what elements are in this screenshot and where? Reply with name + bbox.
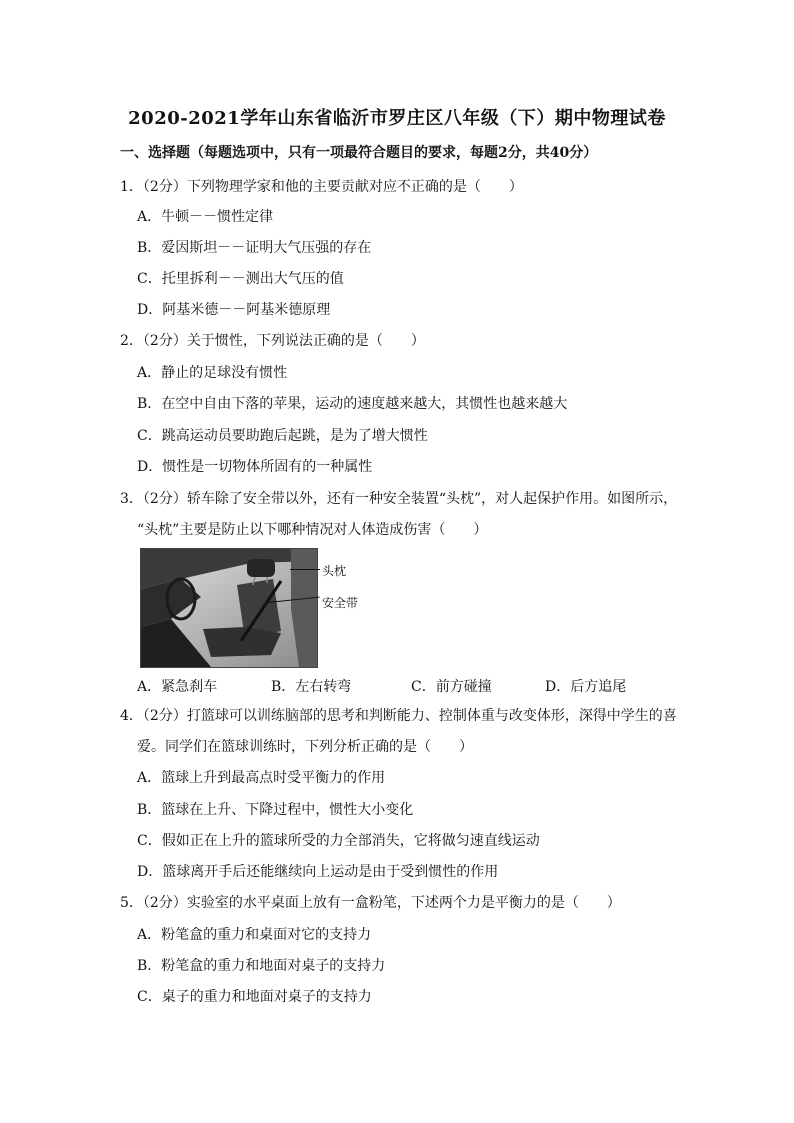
question-3-stem-continued: “头枕”主要是防止以下哪种情况对人体造成伤害（ ） bbox=[137, 522, 488, 538]
headrest-label: 头枕 bbox=[322, 564, 347, 578]
section-heading: 一、选择题（每题选项中，只有一项最符合题目的要求，每题2分，共40分） bbox=[120, 145, 598, 161]
question-1-option-d: D．阿基米德－－阿基米德原理 bbox=[137, 302, 331, 318]
question-3-option-b: B．左右转弯 bbox=[271, 679, 352, 695]
question-4-option-c: C．假如正在上升的篮球所受的力全部消失，它将做匀速直线运动 bbox=[137, 833, 540, 849]
headrest-leader-line bbox=[290, 569, 320, 570]
question-3-option-d: D．后方追尾 bbox=[545, 679, 627, 695]
question-1-option-a: A．牛顿－－惯性定律 bbox=[137, 209, 274, 225]
question-4-option-a: A．篮球上升到最高点时受平衡力的作用 bbox=[137, 770, 386, 786]
question-5-option-b: B．粉笔盒的重力和地面对桌子的支持力 bbox=[137, 958, 386, 974]
question-4-stem: 4．（2分）打篮球可以训练脑部的思考和判断能力、控制体重与改变体形，深得中学生的喜 bbox=[120, 708, 677, 724]
page-title: 2020-2021学年山东省临沂市罗庄区八年级（下）期中物理试卷 bbox=[128, 108, 666, 129]
question-1-option-b: B．爱因斯坦－－证明大气压强的存在 bbox=[137, 240, 372, 256]
question-5-option-c: C．桌子的重力和地面对桌子的支持力 bbox=[137, 989, 372, 1005]
question-4-option-d: D．篮球离开手后还能继续向上运动是由于受到惯性的作用 bbox=[137, 864, 499, 880]
question-3-option-c: C．前方碰撞 bbox=[411, 679, 492, 695]
question-5-option-a: A．粉笔盒的重力和桌面对它的支持力 bbox=[137, 927, 372, 943]
question-4-option-b: B．篮球在上升、下降过程中，惯性大小变化 bbox=[137, 802, 414, 818]
question-2-stem: 2．（2分）关于惯性，下列说法正确的是（ ） bbox=[120, 333, 425, 349]
question-2-option-a: A．静止的足球没有惯性 bbox=[137, 365, 288, 381]
seatbelt-label: 安全带 bbox=[322, 596, 359, 610]
car-seat-photo bbox=[140, 548, 318, 668]
question-4-stem-continued: 爱。同学们在篮球训练时，下列分析正确的是（ ） bbox=[137, 739, 473, 755]
question-3-options bbox=[137, 676, 657, 694]
question-2-option-d: D．惯性是一切物体所固有的一种属性 bbox=[137, 459, 373, 475]
question-1-stem: 1．（2分）下列物理学家和他的主要贡献对应不正确的是（ ） bbox=[120, 179, 523, 195]
question-2-option-c: C．跳高运动员要助跑后起跳，是为了增大惯性 bbox=[137, 428, 428, 444]
question-3-option-a: A．紧急刹车 bbox=[137, 679, 218, 695]
car-interior-illustration bbox=[141, 549, 317, 667]
question-1-option-c: C．托里拆利－－测出大气压的值 bbox=[137, 271, 344, 287]
question-3-stem: 3．（2分）轿车除了安全带以外，还有一种安全装置“头枕”，对人起保护作用。如图所示， bbox=[120, 491, 678, 507]
question-5-stem: 5．（2分）实验室的水平桌面上放有一盒粉笔，下述两个力是平衡力的是（ ） bbox=[120, 895, 621, 911]
question-2-option-b: B．在空中自由下落的苹果，运动的速度越来越大，其惯性也越来越大 bbox=[137, 396, 568, 412]
